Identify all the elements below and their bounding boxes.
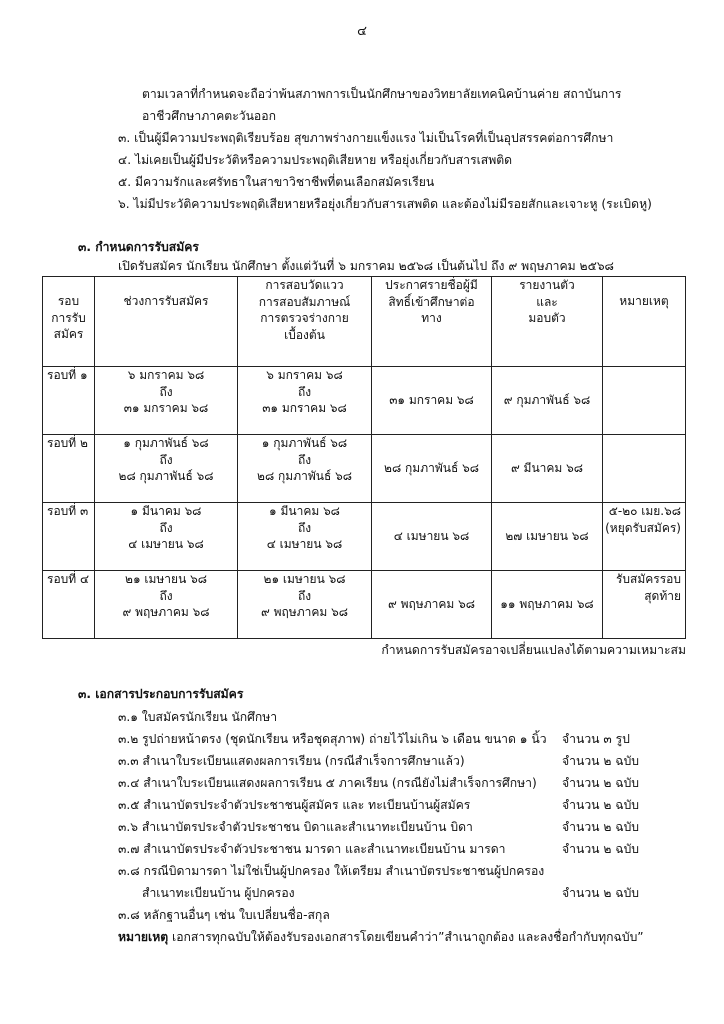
- test-start: ๖ มกราคม ๖๘: [266, 368, 343, 382]
- row-period: [95, 571, 238, 639]
- table-row: [43, 503, 686, 571]
- header-note: [603, 277, 686, 367]
- period-to: ถึง: [159, 452, 173, 467]
- period-start: ๖ มกราคม ๖๘: [127, 368, 205, 382]
- header-report-line: และ: [536, 294, 558, 309]
- header-round-line: สมัคร: [53, 327, 84, 342]
- row-test: [238, 435, 372, 503]
- document-item: ๓.๑ ใบสมัครนักเรียน นักศึกษา: [118, 710, 278, 724]
- test-to: ถึง: [297, 384, 312, 399]
- document-qty: จำนวน ๓ รูป: [562, 732, 630, 746]
- period-start: ๒๑ เมษายน ๖๘: [125, 572, 207, 586]
- test-start: ๑ มีนาคม ๖๘: [269, 504, 340, 518]
- test-to: ถึง: [297, 452, 312, 467]
- document-qty: จำนวน ๒ ฉบับ: [562, 886, 640, 900]
- table-row: [43, 435, 686, 503]
- header-announce: [372, 277, 492, 367]
- documents-remark: [118, 929, 644, 945]
- note-line: รับสมัครรอบ: [615, 572, 681, 586]
- document-qty: จำนวน ๒ ฉบับ: [562, 798, 640, 812]
- header-test: [238, 277, 372, 367]
- document-qty: จำนวน ๒ ฉบับ: [562, 776, 640, 790]
- period-start: ๑ กุมภาพันธ์ ๖๘: [123, 436, 209, 450]
- header-test-line: การสอบวัดแวว: [265, 278, 344, 292]
- row-round: รอบที่ ๔: [43, 571, 95, 639]
- table-header-row: [43, 277, 686, 367]
- period-end: ๔ เมษายน ๖๘: [128, 537, 204, 552]
- header-report-line: รายงานตัว: [519, 278, 575, 292]
- header-round-line: การรับ: [51, 310, 86, 325]
- period-end: ๒๘ กุมภาพันธ์ ๖๘: [118, 469, 214, 484]
- test-start: ๒๑ เมษายน ๖๘: [263, 572, 346, 586]
- row-report: ๙ มีนาคม ๖๘: [492, 435, 603, 503]
- intro-item: ๖. ไม่มีประวัติความประพฤติเสียหายหรือยุ่งเกี่ยวกับสารเสพติด และต้องไม่มีรอยสักและเจาะหู (ระเบิดหู): [118, 197, 652, 211]
- table-row: [43, 571, 686, 639]
- intro-continuation-2: อาชีวศึกษาภาคตะวันออก: [142, 109, 276, 123]
- period-end: ๓๑ มกราคม ๖๘: [123, 401, 209, 416]
- period-to: ถึง: [159, 520, 173, 535]
- document-item: สำเนาทะเบียนบ้าน ผู้ปกครอง: [142, 886, 295, 900]
- header-announce-line: สิทธิ์เข้าศึกษาต่อ: [388, 294, 475, 309]
- remark-text: เอกสารทุกฉบับให้ต้องรับรองเอกสารโดยเขียนคำว่า”สำเนาถูกต้อง และลงชื่อกำกับทุกฉบับ”: [168, 930, 644, 944]
- header-announce-line: ทาง: [421, 311, 442, 326]
- row-test: [238, 571, 372, 639]
- note-line: ๕-๒๐ เมย.๖๘: [608, 504, 681, 518]
- document-item: ๓.๘ หลักฐานอื่นๆ เช่น ใบเปลี่ยนชื่อ-สกุล: [118, 908, 330, 922]
- header-test-line: เบื้องต้น: [284, 327, 325, 342]
- schedule-table: [42, 276, 686, 639]
- schedule-subtitle: เปิดรับสมัคร นักเรียน นักศึกษา ตั้งแต่วันที่ ๖ มกราคม ๒๕๖๘ เป็นต้นไป ถึง ๙ พฤษภาคม ๒๕๖๘: [118, 259, 614, 273]
- row-test: [238, 503, 372, 571]
- document-item: ๓.๕ สำเนาบัตรประจำตัวประชาชนผู้สมัคร และ ทะเบียนบ้านผู้สมัคร: [118, 798, 471, 812]
- row-round: รอบที่ ๒: [43, 435, 95, 503]
- header-announce-line: ประกาศรายชื่อผู้มี: [385, 278, 478, 292]
- row-report: ๙ กุมภาพันธ์ ๖๘: [492, 367, 603, 435]
- test-to: ถึง: [297, 520, 312, 535]
- document-item: ๓.๔ สำเนาใบระเบียนแสดงผลการเรียน ๕ ภาคเรียน (กรณียังไม่สำเร็จการศึกษา): [118, 776, 537, 790]
- row-period: [95, 435, 238, 503]
- row-note: [603, 367, 686, 435]
- row-report: ๑๑ พฤษภาคม ๖๘: [492, 571, 603, 639]
- document-item: ๓.๓ สำเนาใบระเบียนแสดงผลการเรียน (กรณีสำเร็จการศึกษาแล้ว): [118, 754, 465, 768]
- document-item: ๓.๖ สำเนาบัตรประจำตัวประชาชน บิดาและสำเนาทะเบียนบ้าน บิดา: [118, 820, 473, 834]
- row-note: [603, 571, 686, 639]
- period-to: ถึง: [159, 588, 173, 603]
- test-end: ๙ พฤษภาคม ๖๘: [261, 605, 348, 620]
- header-period-label: ช่วงการรับสมัคร: [123, 294, 209, 308]
- row-announce: ๙ พฤษภาคม ๖๘: [372, 571, 492, 639]
- header-round: [43, 277, 95, 367]
- documents-heading: ๓. เอกสารประกอบการรับสมัคร: [78, 687, 244, 701]
- period-to: ถึง: [159, 384, 173, 399]
- note-line: (หยุดรับสมัคร): [605, 520, 681, 535]
- header-round-line: รอบ: [57, 294, 80, 308]
- document-qty: จำนวน ๒ ฉบับ: [562, 820, 640, 834]
- document-item: ๓.๒ รูปถ่ายหน้าตรง (ชุดนักเรียน หรือชุดสุภาพ) ถ่ายไว้ไม่เกิน ๖ เดือน ขนาด ๑ นิ้ว: [118, 732, 547, 746]
- header-test-line: การตรวจร่างกาย: [260, 311, 349, 326]
- header-period: [95, 277, 238, 367]
- header-note-label: หมายเหตุ: [619, 294, 669, 308]
- intro-item: ๔. ไม่เคยเป็นผู้มีประวัติหรือความประพฤติเสียหาย หรือยุ่งเกี่ยวกับสารเสพติด: [118, 153, 513, 167]
- intro-item: ๕. มีความรักและศรัทธาในสาขาวิชาชีพที่ตนเลือกสมัครเรียน: [118, 175, 435, 189]
- table-row: [43, 367, 686, 435]
- test-to: ถึง: [297, 588, 312, 603]
- remark-label: หมายเหตุ: [118, 930, 169, 944]
- row-period: [95, 503, 238, 571]
- test-end: ๓๑ มกราคม ๖๘: [262, 401, 347, 416]
- row-round: รอบที่ ๑: [43, 367, 95, 435]
- schedule-footnote: กำหนดการรับสมัครอาจเปลี่ยนแปลงได้ตามความเหมาะสม: [381, 643, 686, 657]
- header-test-line: การสอบสัมภาษณ์: [258, 294, 351, 309]
- intro-item: ๓. เป็นผู้มีความประพฤติเรียบร้อย สุขภาพร่างกายแข็งแรง ไม่เป็นโรคที่เป็นอุปสรรคต่อการศึกษา: [118, 131, 614, 145]
- header-report-line: มอบตัว: [528, 311, 566, 326]
- row-note: [603, 435, 686, 503]
- document-item: ๓.๘ กรณีบิดามารดา ไม่ใช่เป็นผู้ปกครอง ให้เตรียม สำเนาบัตรประชาชนผู้ปกครอง: [118, 864, 545, 878]
- row-announce: ๓๑ มกราคม ๖๘: [372, 367, 492, 435]
- period-end: ๙ พฤษภาคม ๖๘: [122, 605, 210, 620]
- page-number: ๔: [357, 24, 367, 39]
- note-line: สุดท้าย: [644, 588, 681, 603]
- document-qty: จำนวน ๒ ฉบับ: [562, 754, 640, 768]
- row-note: [603, 503, 686, 571]
- document-qty: จำนวน ๒ ฉบับ: [562, 842, 640, 856]
- row-report: ๒๗ เมษายน ๖๘: [492, 503, 603, 571]
- row-period: [95, 367, 238, 435]
- header-report: [492, 277, 603, 367]
- row-test: [238, 367, 372, 435]
- document-item: ๓.๗ สำเนาบัตรประจำตัวประชาชน มารดา และสำเนาทะเบียนบ้าน มารดา: [118, 842, 506, 856]
- test-end: ๔ เมษายน ๖๘: [266, 537, 343, 552]
- intro-continuation-1: ตามเวลาที่กำหนดจะถือว่าพ้นสภาพการเป็นนักศึกษาของวิทยาลัยเทคนิคบ้านค่าย สถาบันการ: [142, 87, 622, 101]
- period-start: ๑ มีนาคม ๖๘: [130, 504, 202, 518]
- schedule-heading: ๓. กำหนดการรับสมัคร: [78, 240, 199, 254]
- test-start: ๑ กุมภาพันธ์ ๖๘: [261, 436, 348, 450]
- row-announce: ๒๘ กุมภาพันธ์ ๖๘: [372, 435, 492, 503]
- row-round: รอบที่ ๓: [43, 503, 95, 571]
- test-end: ๒๘ กุมภาพันธ์ ๖๘: [257, 469, 352, 484]
- row-announce: ๔ เมษายน ๖๘: [372, 503, 492, 571]
